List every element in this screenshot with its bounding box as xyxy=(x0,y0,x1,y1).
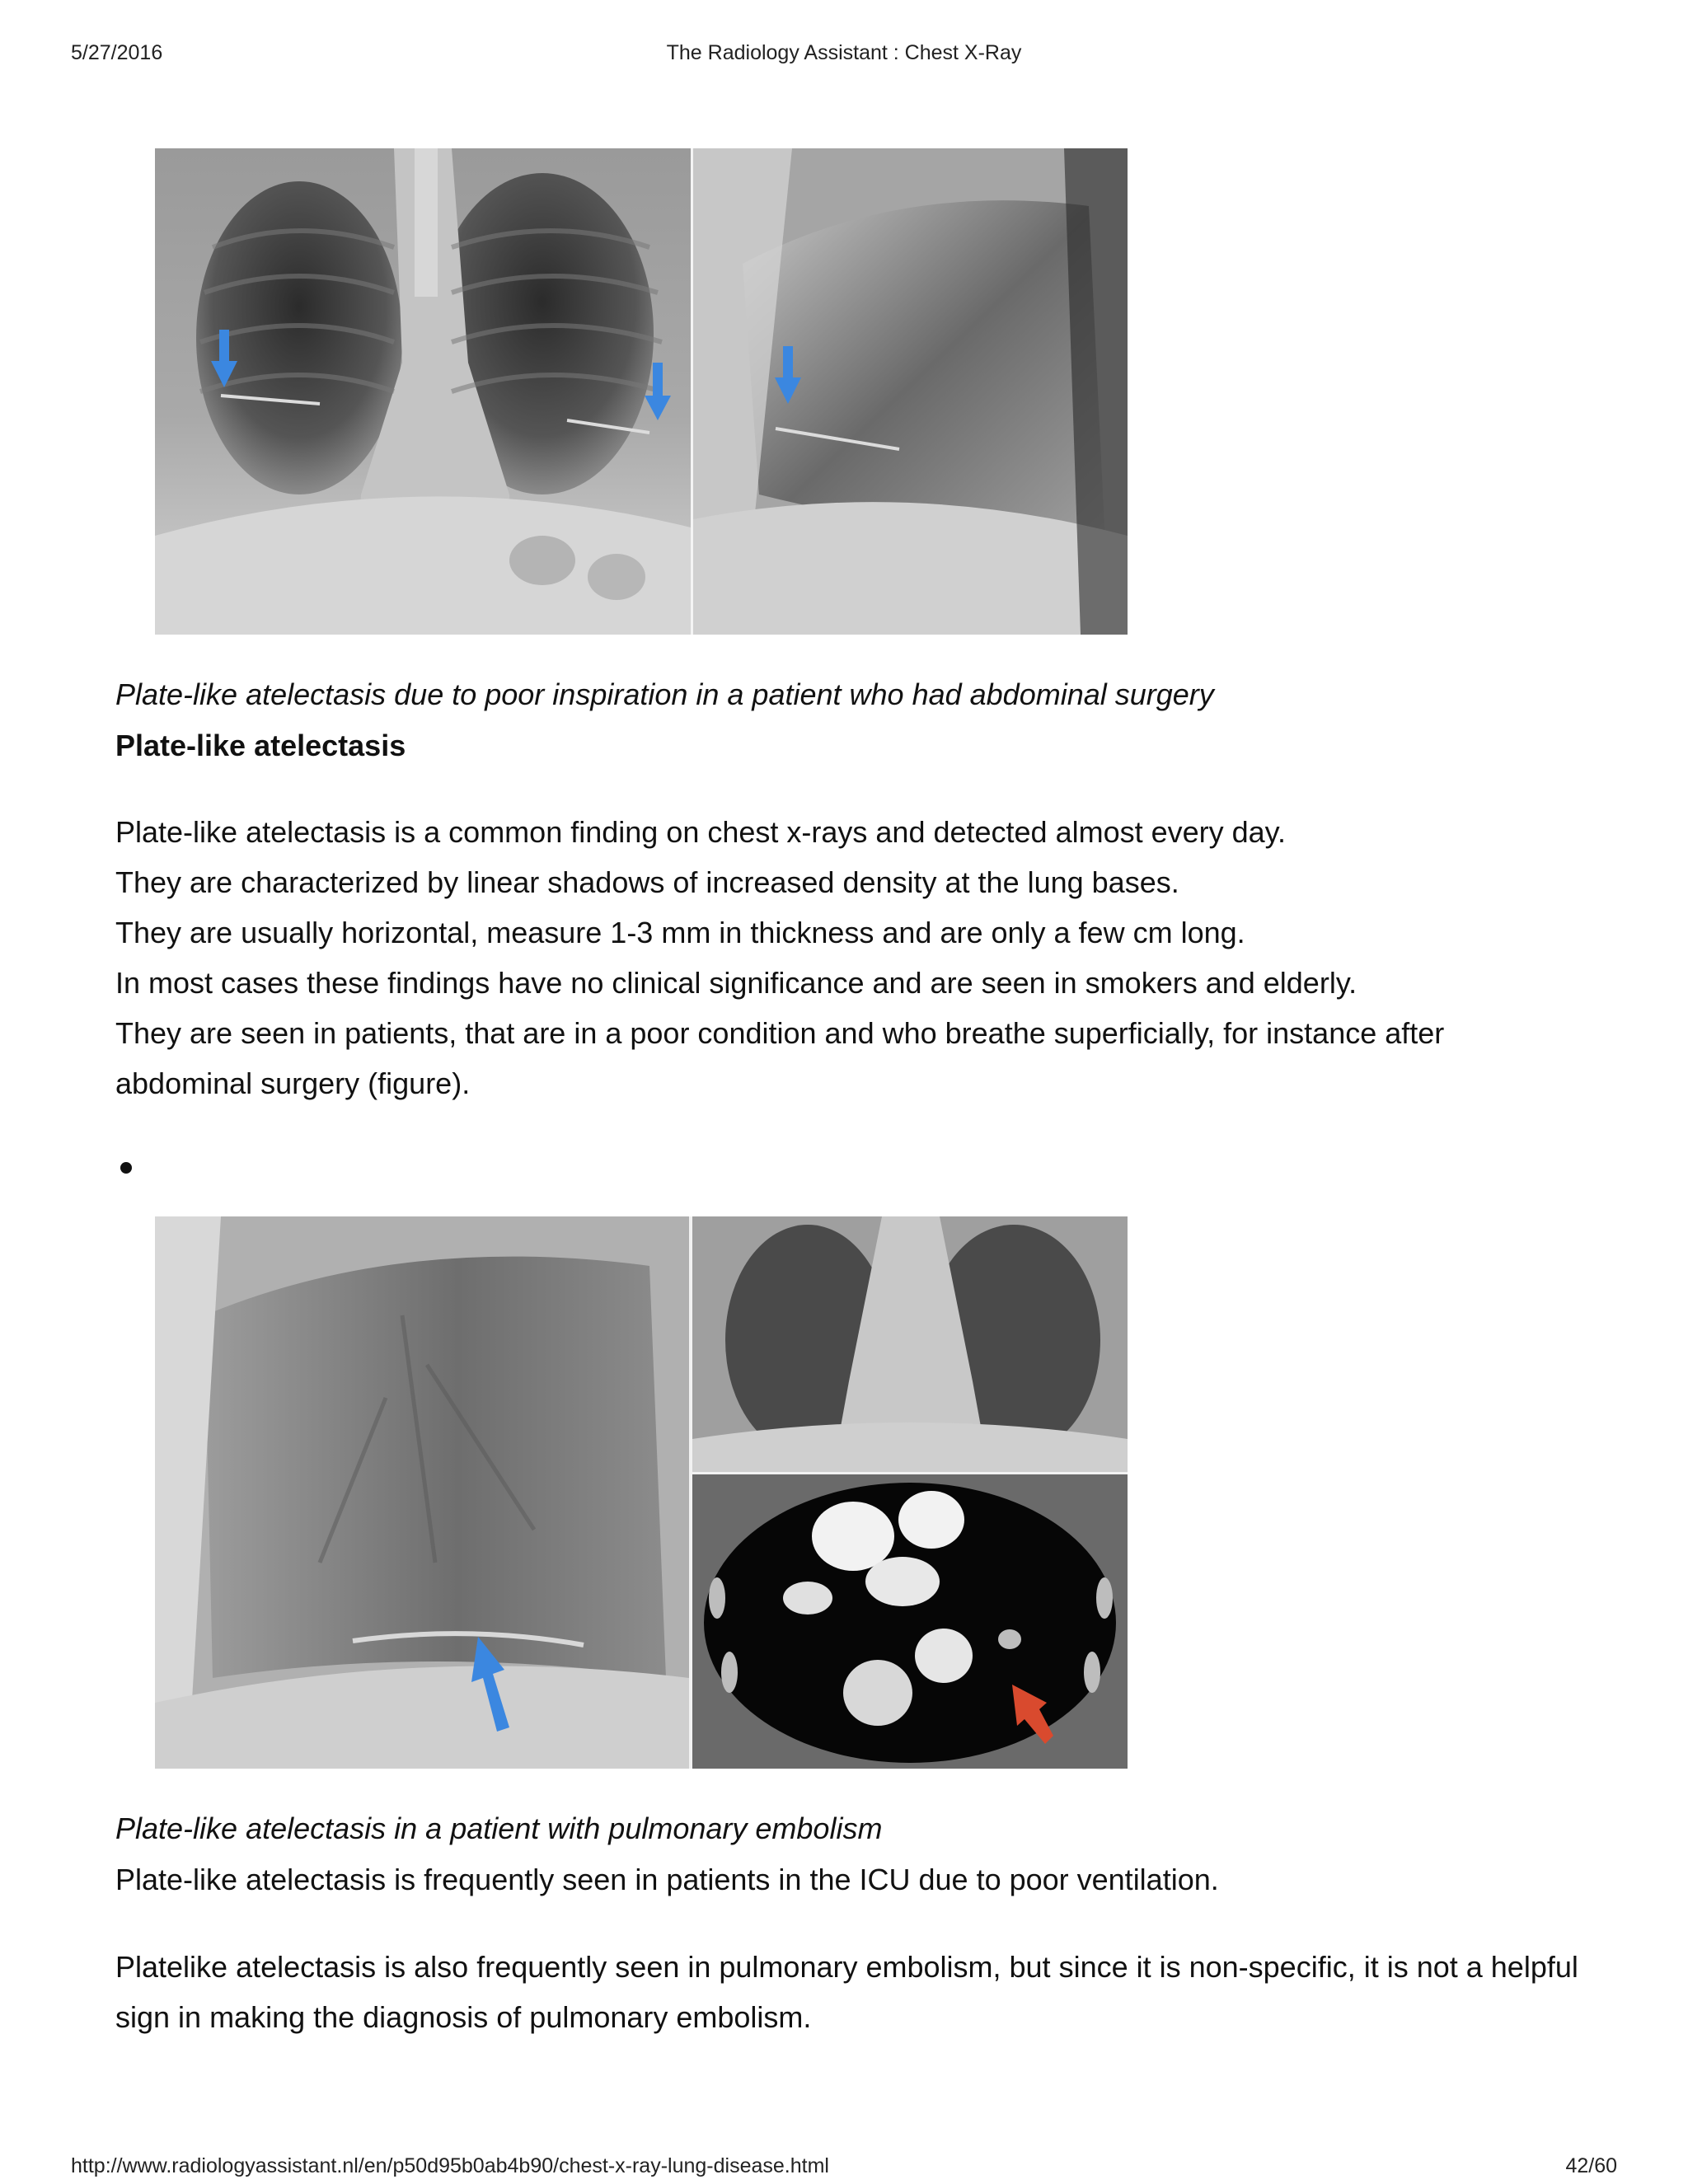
paragraph-pulmonary-embolism xyxy=(115,1942,1582,2042)
paragraph-icu xyxy=(115,1854,1582,1905)
figure-2-caption: Plate-like atelectasis in a patient with pulmonary embolism xyxy=(115,1811,883,1845)
body-line: Plate-like atelectasis is frequently seen in patients in the ICU due to poor ventilation. xyxy=(115,1863,1219,1896)
page-number: 42/60 xyxy=(1565,2154,1617,2177)
body-line: Plate-like atelectasis is a common finding on chest x-rays and detected almost every day. xyxy=(115,815,1287,849)
body-line: Platelike atelectasis is also frequently seen in pulmonary embolism, but since it is non-specific, it is not a helpful sign in making the diagnosis of pulmonary embolism. xyxy=(115,1950,1578,2034)
list-bullet xyxy=(120,1162,132,1174)
red-arrow-icon xyxy=(1012,1685,1053,1744)
print-date: 5/27/2016 xyxy=(71,41,163,64)
body-line: They are usually horizontal, measure 1-3 mm in thickness and are only a few cm long. xyxy=(115,916,1245,949)
section-heading: Plate-like atelectasis xyxy=(115,729,406,762)
section-body xyxy=(115,807,1582,1108)
body-line: In most cases these findings have no clinical significance and are seen in smokers and elderly. xyxy=(115,966,1357,1000)
page-url-link[interactable]: http://www.radiologyassistant.nl/en/p50d95b0ab4b90/chest-x-ray-lung-disease.html xyxy=(71,2154,829,2177)
figure-1-xray-pair xyxy=(155,148,1128,635)
blue-arrow-icon xyxy=(471,1637,509,1732)
figure-2-xray-ct-composite xyxy=(155,1216,1128,1769)
figure-1-caption: Plate-like atelectasis due to poor inspiration in a patient who had abdominal surgery xyxy=(115,677,1214,711)
blue-arrow-icon xyxy=(211,330,237,387)
body-line: They are characterized by linear shadows of increased density at the lung bases. xyxy=(115,865,1179,899)
document-title: The Radiology Assistant : Chest X-Ray xyxy=(666,41,1022,64)
blue-arrow-icon xyxy=(775,346,801,404)
blue-arrow-icon xyxy=(645,363,671,420)
body-line: They are seen in patients, that are in a poor condition and who breathe superficially, for instance after abdominal surgery (figure). xyxy=(115,1016,1445,1100)
